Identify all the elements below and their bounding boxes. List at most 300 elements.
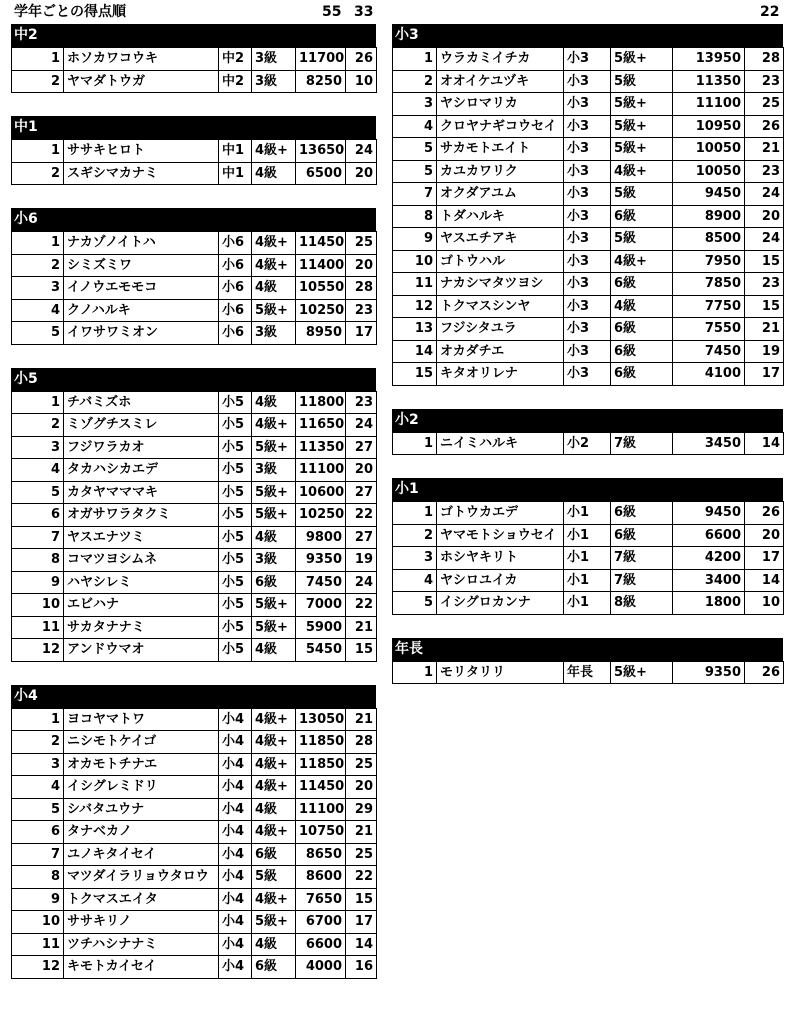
- value-cell: 20: [745, 205, 784, 228]
- rank-cell: 8: [12, 866, 64, 889]
- level-cell: 5級+: [252, 436, 296, 459]
- score-cell: 11100: [296, 798, 346, 821]
- score-cell: 11800: [296, 391, 346, 414]
- grade-cell: 小4: [219, 776, 252, 799]
- table-row: [12, 866, 377, 889]
- grade-cell: 小4: [219, 911, 252, 934]
- score-cell: 5900: [296, 616, 346, 639]
- ranking-table: [392, 661, 784, 685]
- score-cell: 7000: [296, 594, 346, 617]
- rank-cell: 5: [12, 322, 64, 345]
- grade-cell: 年長: [564, 661, 611, 684]
- level-cell: 4級+: [252, 731, 296, 754]
- table-row: [12, 481, 377, 504]
- score-cell: 6600: [296, 933, 346, 956]
- value-cell: 20: [346, 776, 377, 799]
- value-cell: 27: [346, 481, 377, 504]
- level-cell: 5級+: [611, 138, 673, 161]
- rank-cell: 4: [12, 299, 64, 322]
- name-cell: ゴトウハル: [437, 250, 564, 273]
- grade-cell: 小3: [564, 115, 611, 138]
- table-row: [393, 183, 784, 206]
- value-cell: 24: [346, 140, 377, 163]
- level-cell: 3級: [252, 549, 296, 572]
- table-row: [12, 391, 377, 414]
- rank-cell: 10: [12, 594, 64, 617]
- level-cell: 4級: [252, 798, 296, 821]
- name-cell: ヤシロマリカ: [437, 93, 564, 116]
- name-cell: シバタユウナ: [64, 798, 219, 821]
- name-cell: ヤスエナツミ: [64, 526, 219, 549]
- rank-cell: 4: [12, 459, 64, 482]
- name-cell: オガサワラタクミ: [64, 504, 219, 527]
- score-cell: 11650: [296, 414, 346, 437]
- value-cell: 19: [346, 549, 377, 572]
- grade-cell: 小4: [219, 821, 252, 844]
- grade-header: 小4: [11, 685, 376, 708]
- name-cell: ナカゾノイトハ: [64, 232, 219, 255]
- table-row: [393, 295, 784, 318]
- grade-cell: 小4: [219, 708, 252, 731]
- grade-header: 小2: [392, 409, 783, 432]
- score-cell: 10950: [673, 115, 745, 138]
- grade-cell: 小4: [219, 843, 252, 866]
- score-cell: 13950: [673, 48, 745, 71]
- ranking-table: [392, 501, 784, 615]
- name-cell: ユノキタイセイ: [64, 843, 219, 866]
- level-cell: 5級+: [252, 911, 296, 934]
- level-cell: 6級: [611, 273, 673, 296]
- grade-cell: 小3: [564, 93, 611, 116]
- name-cell: コマツヨシムネ: [64, 549, 219, 572]
- ranking-table: [392, 432, 784, 456]
- grade-cell: 小6: [219, 232, 252, 255]
- table-row: [12, 911, 377, 934]
- level-cell: 4級+: [611, 250, 673, 273]
- grade-cell: 小3: [564, 160, 611, 183]
- table-row: [12, 708, 377, 731]
- value-cell: 28: [346, 277, 377, 300]
- rank-cell: 1: [393, 502, 437, 525]
- table-row: [393, 432, 784, 455]
- level-cell: 4級: [611, 295, 673, 318]
- name-cell: ヤシロユイカ: [437, 569, 564, 592]
- value-cell: 25: [346, 843, 377, 866]
- name-cell: ハヤシレミ: [64, 571, 219, 594]
- level-cell: 5級+: [611, 48, 673, 71]
- grade-block: [392, 409, 783, 456]
- table-row: [12, 571, 377, 594]
- rank-cell: 5: [12, 481, 64, 504]
- grade-cell: 小3: [564, 363, 611, 386]
- grade-cell: 中2: [219, 70, 252, 93]
- table-row: [12, 254, 377, 277]
- rank-cell: 4: [393, 569, 437, 592]
- rank-cell: 1: [393, 661, 437, 684]
- score-cell: 11400: [296, 254, 346, 277]
- table-row: [12, 888, 377, 911]
- level-cell: 5級+: [252, 481, 296, 504]
- level-cell: 4級: [252, 391, 296, 414]
- score-cell: 5450: [296, 639, 346, 662]
- table-row: [393, 250, 784, 273]
- value-cell: 28: [346, 731, 377, 754]
- level-cell: 7級: [611, 547, 673, 570]
- grade-cell: 小5: [219, 414, 252, 437]
- right-column: [392, 24, 783, 707]
- name-cell: モリタリリ: [437, 661, 564, 684]
- grade-block: [11, 368, 376, 662]
- grade-cell: 小4: [219, 798, 252, 821]
- name-cell: カタヤマママキ: [64, 481, 219, 504]
- level-cell: 8級: [611, 592, 673, 615]
- level-cell: 4級: [252, 639, 296, 662]
- score-cell: 7650: [296, 888, 346, 911]
- grade-block: [11, 685, 376, 979]
- grade-block: [11, 208, 376, 345]
- rank-cell: 2: [12, 414, 64, 437]
- rank-cell: 5: [393, 592, 437, 615]
- left-column: [11, 24, 376, 1002]
- table-row: [12, 731, 377, 754]
- value-cell: 27: [346, 526, 377, 549]
- value-cell: 17: [346, 322, 377, 345]
- level-cell: 4級+: [252, 821, 296, 844]
- score-cell: 10550: [296, 277, 346, 300]
- value-cell: 23: [346, 299, 377, 322]
- name-cell: エビハナ: [64, 594, 219, 617]
- score-cell: 11450: [296, 232, 346, 255]
- rank-cell: 11: [12, 933, 64, 956]
- name-cell: クノハルキ: [64, 299, 219, 322]
- score-cell: 8950: [296, 322, 346, 345]
- level-cell: 6級: [611, 205, 673, 228]
- value-cell: 26: [745, 502, 784, 525]
- score-cell: 7550: [673, 318, 745, 341]
- score-cell: 8250: [296, 70, 346, 93]
- grade-cell: 中2: [219, 48, 252, 71]
- level-cell: 7級: [611, 432, 673, 455]
- level-cell: 4級+: [611, 160, 673, 183]
- score-cell: 7950: [673, 250, 745, 273]
- level-cell: 4級+: [252, 140, 296, 163]
- rank-cell: 14: [393, 340, 437, 363]
- name-cell: ホシヤキリト: [437, 547, 564, 570]
- score-cell: 9350: [296, 549, 346, 572]
- score-cell: 8650: [296, 843, 346, 866]
- grade-cell: 小5: [219, 436, 252, 459]
- rank-cell: 12: [393, 295, 437, 318]
- grade-header: 小5: [11, 368, 376, 391]
- score-cell: 6700: [296, 911, 346, 934]
- score-cell: 10600: [296, 481, 346, 504]
- name-cell: ヤマダトウガ: [64, 70, 219, 93]
- rank-cell: 3: [393, 93, 437, 116]
- name-cell: ホソカワコウキ: [64, 48, 219, 71]
- grade-cell: 中1: [219, 162, 252, 185]
- value-cell: 17: [745, 547, 784, 570]
- name-cell: イシグロカンナ: [437, 592, 564, 615]
- rank-cell: 1: [12, 48, 64, 71]
- table-row: [393, 592, 784, 615]
- name-cell: オカモトチナエ: [64, 753, 219, 776]
- rank-cell: 6: [12, 504, 64, 527]
- rank-cell: 2: [393, 70, 437, 93]
- table-row: [393, 273, 784, 296]
- table-row: [393, 340, 784, 363]
- rank-cell: 15: [393, 363, 437, 386]
- grade-cell: 小6: [219, 254, 252, 277]
- table-row: [12, 70, 377, 93]
- table-row: [12, 594, 377, 617]
- grade-cell: 小4: [219, 753, 252, 776]
- score-cell: 11350: [673, 70, 745, 93]
- grade-cell: 小6: [219, 299, 252, 322]
- rank-cell: 8: [12, 549, 64, 572]
- grade-cell: 小2: [564, 432, 611, 455]
- value-cell: 24: [745, 183, 784, 206]
- value-cell: 22: [346, 594, 377, 617]
- grade-header: 小1: [392, 478, 783, 501]
- rank-cell: 3: [12, 436, 64, 459]
- value-cell: 25: [346, 232, 377, 255]
- grade-cell: 中1: [219, 140, 252, 163]
- score-cell: 7450: [296, 571, 346, 594]
- value-cell: 10: [346, 70, 377, 93]
- rank-cell: 1: [393, 48, 437, 71]
- grade-cell: 小6: [219, 322, 252, 345]
- score-cell: 6600: [673, 524, 745, 547]
- grade-header: 年長: [392, 638, 783, 661]
- grade-cell: 小5: [219, 504, 252, 527]
- name-cell: ミゾグチスミレ: [64, 414, 219, 437]
- value-cell: 25: [346, 753, 377, 776]
- value-cell: 21: [346, 708, 377, 731]
- score-cell: 3450: [673, 432, 745, 455]
- table-row: [393, 205, 784, 228]
- level-cell: 3級: [252, 459, 296, 482]
- level-cell: 5級+: [611, 661, 673, 684]
- left-count-b: 33: [354, 4, 374, 20]
- table-row: [12, 277, 377, 300]
- name-cell: シミズミワ: [64, 254, 219, 277]
- level-cell: 3級: [252, 70, 296, 93]
- grade-cell: 小3: [564, 48, 611, 71]
- score-cell: 9450: [673, 502, 745, 525]
- value-cell: 14: [346, 933, 377, 956]
- grade-cell: 小4: [219, 866, 252, 889]
- grade-cell: 小4: [219, 956, 252, 979]
- score-cell: 11850: [296, 753, 346, 776]
- level-cell: 4級+: [252, 414, 296, 437]
- value-cell: 21: [346, 821, 377, 844]
- rank-cell: 7: [12, 843, 64, 866]
- grade-header: 小3: [392, 24, 783, 47]
- table-row: [12, 776, 377, 799]
- value-cell: 26: [745, 661, 784, 684]
- rank-cell: 2: [12, 254, 64, 277]
- score-cell: 7450: [673, 340, 745, 363]
- table-row: [12, 933, 377, 956]
- name-cell: キモトカイセイ: [64, 956, 219, 979]
- level-cell: 4級+: [252, 708, 296, 731]
- grade-cell: 小6: [219, 277, 252, 300]
- name-cell: キタオリレナ: [437, 363, 564, 386]
- score-cell: 7850: [673, 273, 745, 296]
- level-cell: 4級: [252, 277, 296, 300]
- grade-header: 小6: [11, 208, 376, 231]
- level-cell: 6級: [611, 340, 673, 363]
- name-cell: ヨコヤマトワ: [64, 708, 219, 731]
- grade-cell: 小5: [219, 391, 252, 414]
- grade-cell: 小3: [564, 318, 611, 341]
- value-cell: 23: [745, 70, 784, 93]
- value-cell: 24: [346, 571, 377, 594]
- score-cell: 6500: [296, 162, 346, 185]
- ranking-table: [11, 708, 377, 979]
- grade-cell: 小3: [564, 205, 611, 228]
- score-cell: 4200: [673, 547, 745, 570]
- level-cell: 5級+: [252, 504, 296, 527]
- rank-cell: 1: [12, 708, 64, 731]
- name-cell: ニイミハルキ: [437, 432, 564, 455]
- name-cell: ニシモトケイゴ: [64, 731, 219, 754]
- name-cell: フジワラカオ: [64, 436, 219, 459]
- grade-cell: 小3: [564, 70, 611, 93]
- rank-cell: 6: [12, 821, 64, 844]
- level-cell: 6級: [611, 363, 673, 386]
- level-cell: 4級: [252, 162, 296, 185]
- table-row: [12, 753, 377, 776]
- table-row: [12, 322, 377, 345]
- value-cell: 10: [745, 592, 784, 615]
- value-cell: 24: [745, 228, 784, 251]
- table-row: [393, 318, 784, 341]
- page-title: 学年ごとの得点順: [14, 4, 126, 20]
- rank-cell: 4: [393, 115, 437, 138]
- score-cell: 11450: [296, 776, 346, 799]
- table-row: [12, 549, 377, 572]
- rank-cell: 10: [12, 911, 64, 934]
- level-cell: 5級+: [611, 115, 673, 138]
- level-cell: 5級: [252, 866, 296, 889]
- name-cell: イノウエモモコ: [64, 277, 219, 300]
- value-cell: 15: [346, 639, 377, 662]
- left-count-a: 55: [322, 4, 342, 20]
- rank-cell: 1: [12, 232, 64, 255]
- table-row: [393, 547, 784, 570]
- level-cell: 4級: [252, 933, 296, 956]
- rank-cell: 4: [12, 776, 64, 799]
- rank-cell: 9: [12, 888, 64, 911]
- name-cell: オクダアユム: [437, 183, 564, 206]
- level-cell: 5級+: [611, 93, 673, 116]
- level-cell: 6級: [611, 502, 673, 525]
- level-cell: 4級+: [252, 776, 296, 799]
- value-cell: 15: [745, 295, 784, 318]
- table-row: [12, 616, 377, 639]
- value-cell: 19: [745, 340, 784, 363]
- name-cell: イワサワミオン: [64, 322, 219, 345]
- name-cell: ナカシマタツヨシ: [437, 273, 564, 296]
- level-cell: 4級+: [252, 888, 296, 911]
- grade-block: [11, 24, 376, 93]
- table-row: [12, 299, 377, 322]
- value-cell: 15: [745, 250, 784, 273]
- rank-cell: 2: [12, 162, 64, 185]
- name-cell: トダハルキ: [437, 205, 564, 228]
- score-cell: 11100: [296, 459, 346, 482]
- grade-cell: 小4: [219, 888, 252, 911]
- name-cell: サカモトエイト: [437, 138, 564, 161]
- rank-cell: 1: [12, 140, 64, 163]
- grade-cell: 小5: [219, 526, 252, 549]
- score-cell: 10050: [673, 138, 745, 161]
- rank-cell: 3: [12, 753, 64, 776]
- value-cell: 28: [745, 48, 784, 71]
- table-row: [12, 436, 377, 459]
- grade-cell: 小5: [219, 571, 252, 594]
- ranking-table: [392, 47, 784, 386]
- value-cell: 17: [346, 911, 377, 934]
- rank-cell: 9: [393, 228, 437, 251]
- grade-block: [392, 24, 783, 386]
- value-cell: 26: [346, 48, 377, 71]
- grade-header: 中1: [11, 116, 376, 139]
- value-cell: 24: [346, 414, 377, 437]
- grade-header: 中2: [11, 24, 376, 47]
- level-cell: 6級: [611, 318, 673, 341]
- rank-cell: 11: [12, 616, 64, 639]
- grade-cell: 小3: [564, 138, 611, 161]
- name-cell: ヤスエチアキ: [437, 228, 564, 251]
- table-row: [393, 138, 784, 161]
- grade-cell: 小5: [219, 459, 252, 482]
- table-row: [12, 843, 377, 866]
- grade-cell: 小5: [219, 639, 252, 662]
- level-cell: 3級: [252, 48, 296, 71]
- rank-cell: 9: [12, 571, 64, 594]
- value-cell: 21: [745, 138, 784, 161]
- score-cell: 7750: [673, 295, 745, 318]
- table-row: [393, 524, 784, 547]
- table-row: [12, 140, 377, 163]
- score-cell: 11850: [296, 731, 346, 754]
- table-row: [12, 956, 377, 979]
- score-cell: 1800: [673, 592, 745, 615]
- ranking-table: [11, 231, 377, 345]
- ranking-table: [11, 391, 377, 662]
- rank-cell: 5: [12, 798, 64, 821]
- score-cell: 3400: [673, 569, 745, 592]
- level-cell: 3級: [252, 322, 296, 345]
- name-cell: ツチハシナナミ: [64, 933, 219, 956]
- value-cell: 20: [346, 254, 377, 277]
- level-cell: 5級+: [252, 594, 296, 617]
- rank-cell: 7: [393, 183, 437, 206]
- rank-cell: 12: [12, 639, 64, 662]
- name-cell: イシグレミドリ: [64, 776, 219, 799]
- name-cell: トクマスシンヤ: [437, 295, 564, 318]
- grade-cell: 小1: [564, 569, 611, 592]
- rank-cell: 11: [393, 273, 437, 296]
- score-cell: 9350: [673, 661, 745, 684]
- score-cell: 13050: [296, 708, 346, 731]
- table-row: [12, 414, 377, 437]
- grade-cell: 小5: [219, 616, 252, 639]
- value-cell: 29: [346, 798, 377, 821]
- grade-cell: 小3: [564, 250, 611, 273]
